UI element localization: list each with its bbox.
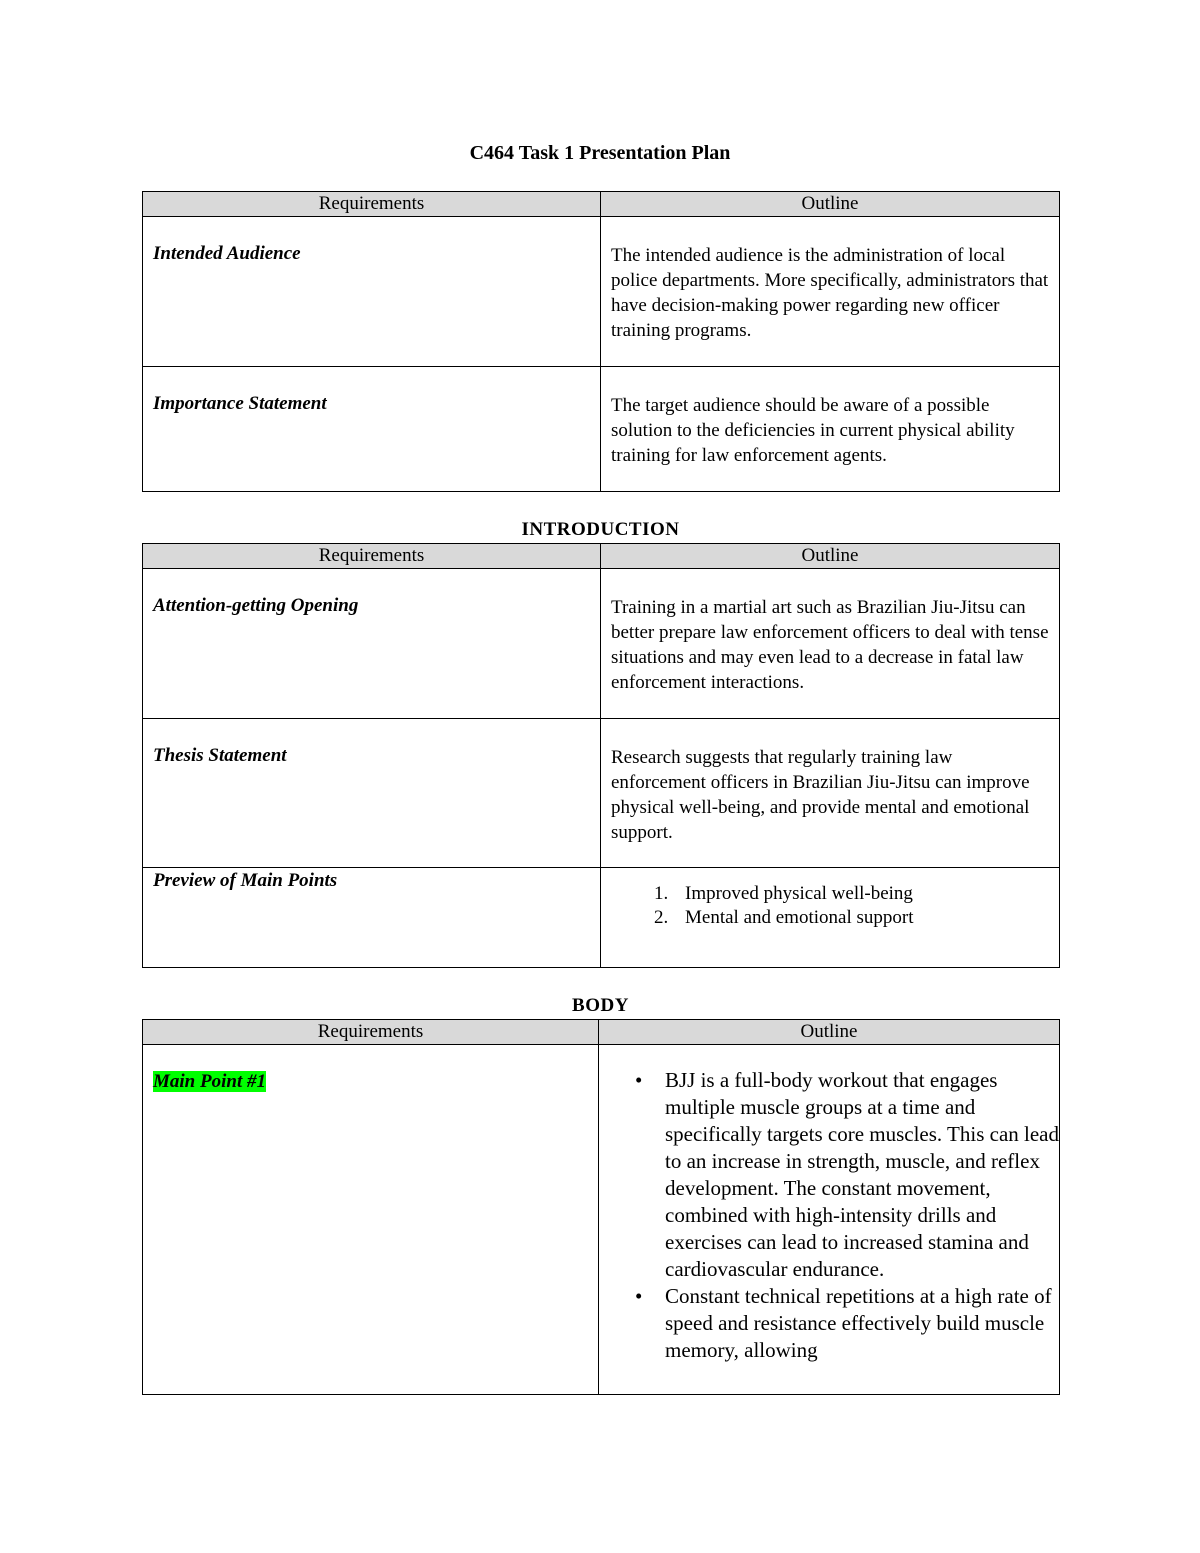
plan-table <box>142 191 1060 492</box>
requirements-header: Requirements <box>143 192 601 217</box>
list-item: 1. Improved physical well-being <box>673 882 1059 906</box>
document-title: C464 Task 1 Presentation Plan <box>469 142 731 164</box>
requirement-label: Intended Audience <box>143 217 601 367</box>
table-row <box>143 719 1060 868</box>
main-points-list <box>601 882 1059 930</box>
outline-cell <box>601 868 1060 968</box>
introduction-table <box>142 543 1060 968</box>
list-item: • Constant technical repetitions at a high rate of speed and resistance effectively build muscle memory, allowing <box>665 1283 1059 1364</box>
requirement-label: Importance Statement <box>143 367 601 492</box>
table-row <box>143 868 1060 968</box>
table-row <box>143 569 1060 719</box>
list-item: 2. Mental and emotional support <box>673 906 1059 930</box>
requirements-header: Requirements <box>143 544 601 569</box>
bullet-list <box>599 1045 1059 1364</box>
outline-text: Training in a martial art such as Brazilian Jiu-Jitsu can better prepare law enforcement officers to deal with tense situations and may even lead to a decrease in fatal law enforcement interactions. <box>601 569 1060 719</box>
outline-header: Outline <box>601 192 1060 217</box>
table-header-row <box>143 544 1060 569</box>
outline-header: Outline <box>599 1020 1060 1045</box>
main-point-label: Main Point #1 <box>153 1071 266 1092</box>
requirements-header: Requirements <box>143 1020 599 1045</box>
table-header-row <box>143 192 1060 217</box>
outline-text: Research suggests that regularly training law enforcement officers in Brazilian Jiu-Jitsu can improve physical well-being, and provide mental and emotional support. <box>601 719 1060 868</box>
list-item: • BJJ is a full-body workout that engages multiple muscle groups at a time and specifically targets core muscles. This can lead to an increase in strength, muscle, and reflex development. The constant movement, combined with high-intensity drills and exercises can lead to increased stamina and cardiovascular endurance. <box>665 1067 1059 1283</box>
body-table <box>142 1019 1060 1395</box>
outline-text: The target audience should be aware of a possible solution to the deficiencies in current physical ability training for law enforcement agents. <box>601 367 1060 492</box>
outline-cell <box>599 1045 1060 1395</box>
requirement-cell <box>143 1045 599 1395</box>
outline-header: Outline <box>601 544 1060 569</box>
outline-text: The intended audience is the administration of local police departments. More specifically, administrators that have decision-making power regarding new officer training programs. <box>601 217 1060 367</box>
introduction-heading: INTRODUCTION <box>521 519 680 540</box>
body-heading: BODY <box>572 995 629 1016</box>
table-row <box>143 217 1060 367</box>
table-row <box>143 367 1060 492</box>
requirement-label: Preview of Main Points <box>143 868 601 968</box>
requirement-label: Thesis Statement <box>143 719 601 868</box>
table-row <box>143 1045 1060 1395</box>
table-header-row <box>143 1020 1060 1045</box>
requirement-label: Attention-getting Opening <box>143 569 601 719</box>
